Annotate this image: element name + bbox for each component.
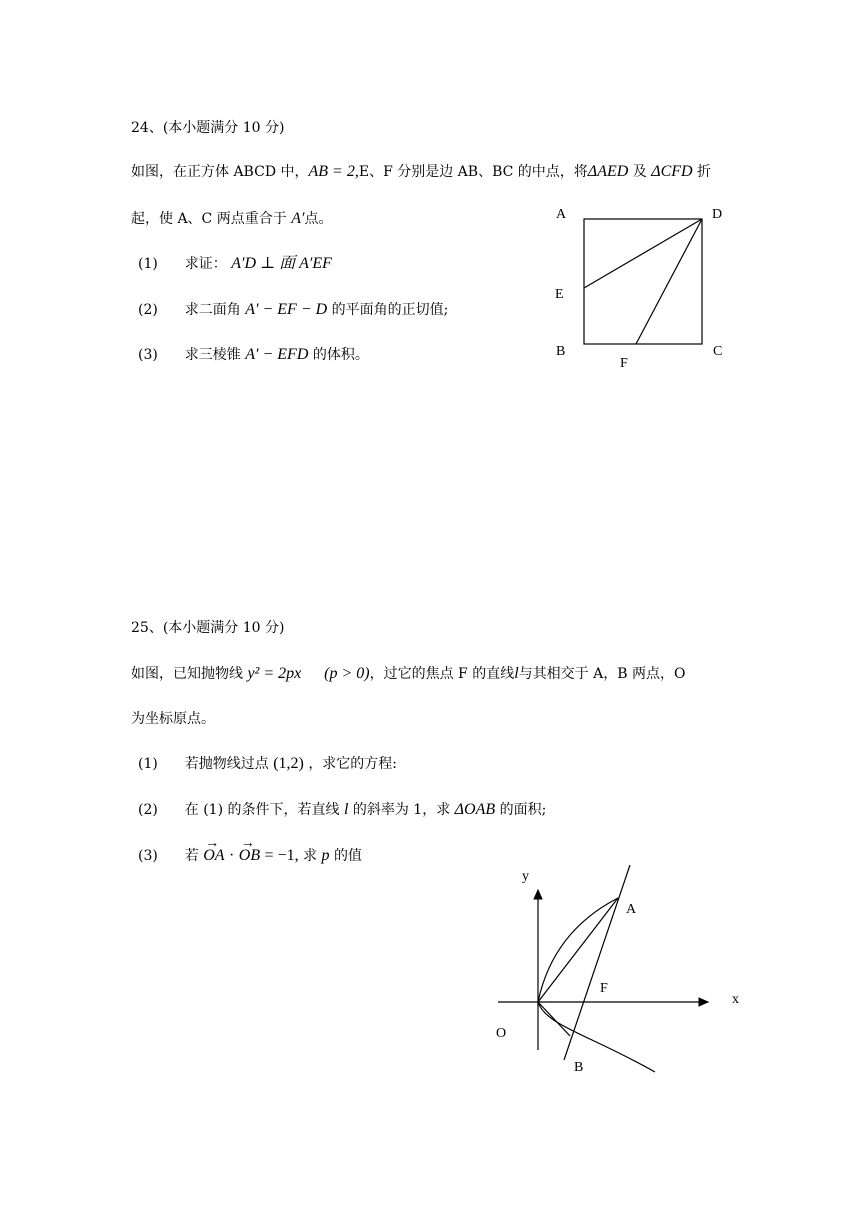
q25-p3-eq: = −1, xyxy=(264,847,299,864)
label-c: C xyxy=(713,344,723,359)
q24-p1-math: A′D ⊥ 面 A′EF xyxy=(231,255,332,272)
q24-stem-text-2: E、F 分别是边 AB、BC 的中点，将 xyxy=(358,164,588,180)
q25-stem-line2: 为坐标原点。 xyxy=(131,711,215,727)
q25-p3-tail: 的值 xyxy=(333,848,362,864)
label-b: B xyxy=(574,1060,584,1075)
parabola-lower xyxy=(538,1002,655,1072)
q25-p3-dot: · xyxy=(228,847,235,864)
q24-p1-text: 求证： xyxy=(184,256,227,272)
q25-p1-num: (1) xyxy=(138,756,158,772)
q25-stem-line1 xyxy=(131,665,685,683)
q24-stem-line2-a: 起，使 A、C 两点重合于 xyxy=(131,211,287,227)
label-b: B xyxy=(556,344,566,359)
line-l xyxy=(564,865,630,1060)
label-d: D xyxy=(712,207,723,222)
q24-stem-aprime: A′ xyxy=(291,210,305,227)
q25-header: 25、(本小题满分 10 分) xyxy=(131,620,285,636)
q25-p3-text: 若 xyxy=(184,848,199,864)
q25-p2-l: l xyxy=(343,801,349,818)
q25-part1 xyxy=(138,755,397,773)
label-x: x xyxy=(732,992,739,1007)
label-y: y xyxy=(522,869,529,884)
square-abcd xyxy=(584,219,702,344)
q25-p3-oa: → OA xyxy=(203,847,224,865)
q24-stem-ab: AB = 2, xyxy=(308,163,359,180)
q25-p1-math: (1,2) xyxy=(273,755,304,772)
q24-square-figure xyxy=(545,200,745,375)
q25-p2-num: (2) xyxy=(138,802,158,818)
q25-stem-l: l xyxy=(514,665,519,682)
q25-p2-tail: 的面积; xyxy=(499,802,547,818)
q25-stem-eq: y² = 2px xyxy=(247,665,302,682)
q24-p1-num: (1) xyxy=(138,256,158,272)
q24-part2 xyxy=(138,301,448,319)
q25-stem-text-1: 如图，已知抛物线 xyxy=(131,666,243,682)
q24-p2-text: 求二面角 xyxy=(184,302,241,318)
q25-stem-text-3: 与其相交于 A，B 两点，O xyxy=(518,666,686,682)
q25-p2-math: ΔOAB xyxy=(454,801,496,818)
q25-p3-p: p xyxy=(321,847,330,864)
label-f: F xyxy=(600,981,608,996)
q25-p1-tail: ，求它的方程: xyxy=(308,756,398,772)
label-f: F xyxy=(620,356,628,371)
q25-p2-mid: 的斜率为 1，求 xyxy=(352,802,451,818)
q25-p3-num: (3) xyxy=(138,848,158,864)
q24-stem-cfd: ΔCFD xyxy=(651,163,693,180)
q25-stem-text-2: ，过它的焦点 F 的直线 xyxy=(369,666,515,682)
q24-p3-num: (3) xyxy=(138,347,158,363)
q24-stem-text-3: 及 xyxy=(632,164,647,180)
q24-p3-tail: 的体积。 xyxy=(312,347,369,363)
q24-p3-text: 求三棱锥 xyxy=(184,347,241,363)
q25-stem-cond: (p > 0) xyxy=(324,665,370,682)
q24-stem-line1 xyxy=(131,163,711,181)
q24-p2-num: (2) xyxy=(138,302,158,318)
q24-stem-line2-b: 点。 xyxy=(304,211,333,227)
q25-part3 xyxy=(138,847,362,865)
q25-p2-text: 在 (1) 的条件下，若直线 xyxy=(184,802,340,818)
q24-stem-text-4: 折 xyxy=(697,164,712,180)
q24-stem-line2 xyxy=(131,210,332,228)
q24-p2-math: A′ − EF − D xyxy=(245,301,328,318)
q24-stem-text-1: 如图，在正方体 ABCD 中， xyxy=(131,164,309,180)
q25-p3-mid: 求 xyxy=(303,848,318,864)
segment-ob xyxy=(538,1002,570,1036)
q24-part1 xyxy=(138,255,332,273)
label-a: A xyxy=(626,902,637,917)
label-e: E xyxy=(555,287,564,302)
q24-stem-aed: ΔAED xyxy=(587,163,629,180)
q25-parabola-figure xyxy=(490,860,750,1080)
q25-part2 xyxy=(138,801,546,819)
label-o: O xyxy=(496,1026,507,1041)
q24-header: 24、(本小题满分 10 分) xyxy=(131,120,285,136)
q25-p1-text: 若抛物线过点 xyxy=(184,756,269,772)
q24-p3-math: A′ − EFD xyxy=(245,346,309,363)
label-a: A xyxy=(556,207,567,222)
q25-p3-ob: → OB xyxy=(239,847,260,865)
q24-p2-tail: 的平面角的正切值; xyxy=(331,302,449,318)
q24-part3 xyxy=(138,346,369,364)
